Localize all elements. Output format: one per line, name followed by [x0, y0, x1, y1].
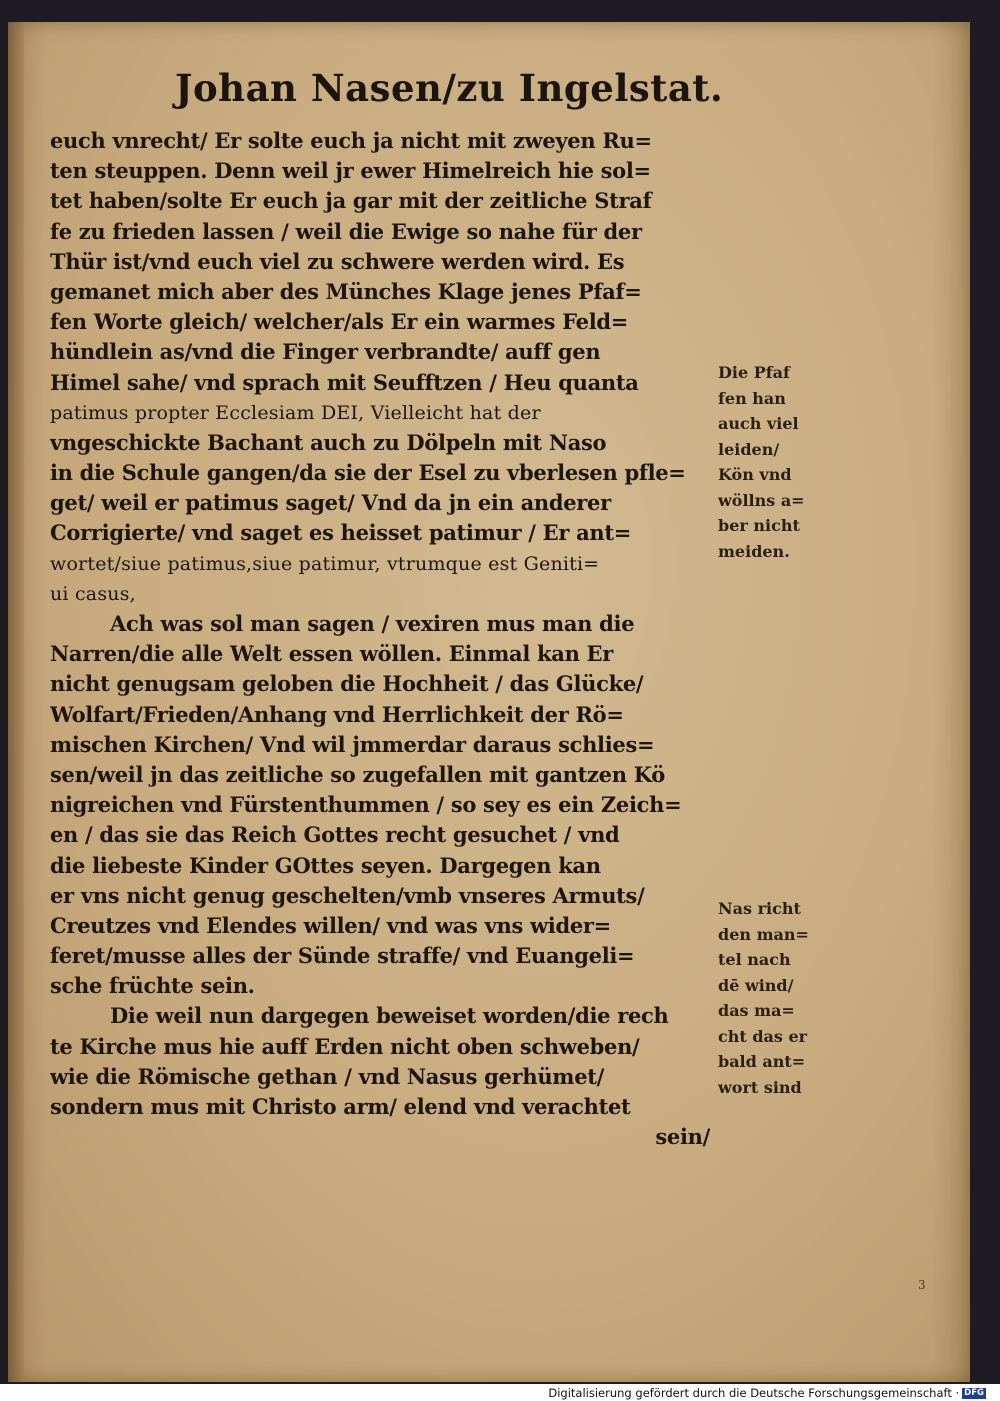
folio-mark: 3	[918, 1278, 926, 1292]
text-line: hündlein as/vnd die Finger verbrandte/ auff gen	[50, 339, 601, 365]
margin-note-line: das ma=	[718, 1001, 795, 1020]
margin-note-line: den man=	[718, 924, 809, 944]
text-line: nigreichen vnd Fürstenthummen / so sey es ein Zeich=	[50, 792, 682, 818]
text-line: get/ weil er patimus saget/ Vnd da jn ein anderer	[50, 490, 611, 516]
margin-note-line: ber nicht	[718, 516, 800, 535]
text-line: fe zu frieden lassen / weil die Ewige so nahe für der	[50, 218, 642, 244]
text-line: wortet/siue patimus,siue patimur, vtrumque est Geniti=	[50, 552, 600, 575]
margin-note-line: meiden.	[718, 541, 790, 561]
margin-note-line: tel nach	[718, 950, 791, 969]
text-line: Corrigierte/ vnd saget es heisset patimur / Er ant=	[50, 520, 632, 546]
text-line: mischen Kirchen/ Vnd wil jmmerdar daraus schlies=	[50, 731, 655, 757]
text-line: tet haben/solte Er euch ja gar mit der zeitliche Straf	[50, 188, 652, 214]
text-line: feret/musse alles der Sünde straffe/ vnd Euangeli=	[50, 943, 635, 969]
text-line: sondern mus mit Christo arm/ elend vnd verachtet	[50, 1094, 631, 1119]
text-line: Himel sahe/ vnd sprach mit Seufftzen / Heu quanta	[50, 369, 639, 395]
text-line: euch vnrecht/ Er solte euch ja nicht mit zweyen Ru=	[50, 128, 652, 153]
text-line: Creutzes vnd Elendes willen/ vnd was vns wider=	[50, 912, 611, 938]
text-line: nicht genugsam geloben die Hochheit / das Glücke/	[50, 671, 644, 697]
main-text-block	[50, 126, 710, 1152]
text-line: Narren/die alle Welt essen wöllen. Einmal kan Er	[50, 641, 614, 667]
text-line: er vns nicht genug geschelten/vmb vnseres Armuts/	[50, 882, 645, 908]
text-line: Wolfart/Frieden/Anhang vnd Herrlichkeit der Rö=	[50, 701, 624, 727]
margin-note-line: bald ant=	[718, 1052, 806, 1071]
running-head: Johan Nasen/zu Ingelstat.	[175, 66, 724, 110]
dfg-logo-icon: DFG	[964, 1388, 984, 1398]
text-line: Ach was sol man sagen / vexiren mus man die	[110, 611, 635, 636]
margin-note-line: cht das er	[718, 1026, 808, 1046]
text-line: en / das sie das Reich Gottes recht gesuchet / vnd	[50, 822, 620, 848]
text-line: patimus propter Ecclesiam DEI, Vielleicht hat der	[50, 401, 541, 424]
text-line: vngeschickte Bachant auch zu Dölpeln mit Naso	[50, 429, 607, 455]
text-line: wie die Römische gethan / vnd Nasus gerhümet/	[50, 1063, 605, 1089]
marginal-note-nas	[718, 896, 828, 1100]
text-line: gemanet mich aber des Münches Klage jenes Pfaf=	[50, 278, 642, 304]
text-line: te Kirche mus hie auff Erden nicht oben schweben/	[50, 1033, 640, 1059]
text-line: die liebeste Kinder GOttes seyen. Dargegen kan	[50, 852, 601, 878]
text-line: sen/weil jn das zeitliche so zugefallen mit gantzen Kö	[50, 761, 665, 787]
text-line: Thür ist/vnd euch viel zu schwere werden wird. Es	[50, 248, 625, 274]
margin-note-line: leiden/	[718, 439, 780, 459]
margin-note-line: fen han	[718, 388, 786, 408]
margin-note-line: auch viel	[718, 414, 799, 433]
margin-note-line: dē wind/	[718, 975, 794, 995]
margin-note-line: wöllns a=	[718, 490, 805, 510]
text-line: sche früchte sein.	[50, 973, 255, 999]
page-spine-shadow	[8, 22, 24, 1382]
margin-note-line: Kön vnd	[718, 465, 792, 484]
marginal-note-priests	[718, 360, 828, 564]
text-line: sein/	[655, 1124, 710, 1150]
text-line: fen Worte gleich/ welcher/als Er ein warmes Feld=	[50, 309, 629, 335]
text-line: ten steuppen. Denn weil jr ewer Himelreich hie sol=	[50, 158, 651, 184]
footer-credit-text: Digitalisierung gefördert durch die Deutsche Forschungsgemeinschaft ·	[548, 1386, 960, 1400]
text-line: in die Schule gangen/da sie der Esel zu vberlesen pfle=	[50, 460, 686, 486]
text-line: ui casus,	[50, 582, 136, 605]
margin-note-line: wort sind	[718, 1077, 802, 1097]
text-line: Die weil nun dargegen beweiset worden/die rech	[110, 1003, 669, 1029]
digitization-footer	[548, 1386, 986, 1401]
margin-note-line: Die Pfaf	[718, 363, 790, 382]
margin-note-line: Nas richt	[718, 899, 801, 918]
